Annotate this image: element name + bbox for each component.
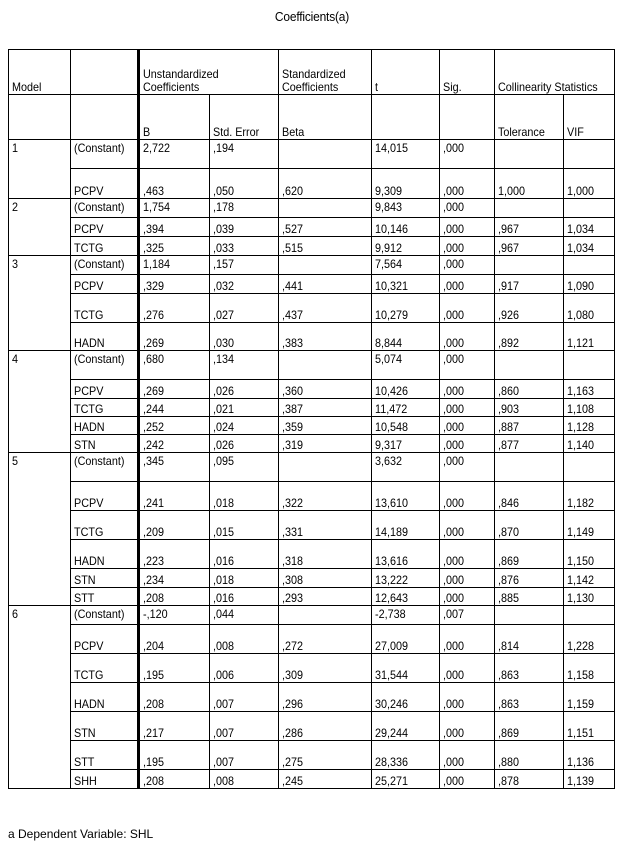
footnote: a Dependent Variable: SHL — [8, 827, 154, 841]
cell-tol: ,903 — [495, 399, 564, 417]
header-tolerance: Tolerance — [495, 95, 564, 140]
cell-b: ,394 — [139, 218, 210, 237]
variable-name: PCPV — [71, 218, 139, 237]
cell-se: ,008 — [210, 770, 279, 789]
cell-t: 10,426 — [372, 380, 440, 399]
cell-beta: ,308 — [279, 569, 372, 588]
cell-b: ,269 — [139, 323, 210, 351]
cell-tol: ,887 — [495, 417, 564, 435]
cell-b: ,329 — [139, 275, 210, 294]
cell-t: 13,616 — [372, 540, 440, 569]
variable-name: SHH — [71, 770, 139, 789]
cell-b: ,195 — [139, 741, 210, 770]
cell-t: 10,146 — [372, 218, 440, 237]
cell-b: ,208 — [139, 683, 210, 712]
cell-tol: ,880 — [495, 741, 564, 770]
cell-vif: 1,139 — [564, 770, 615, 789]
cell-vif: 1,150 — [564, 540, 615, 569]
cell-beta — [279, 199, 372, 218]
table-row — [9, 569, 615, 588]
table-row — [9, 482, 615, 511]
table-row — [9, 218, 615, 237]
variable-name: STT — [71, 741, 139, 770]
cell-b: -,120 — [139, 606, 210, 625]
cell-b: ,269 — [139, 380, 210, 399]
cell-t: 25,271 — [372, 770, 440, 789]
cell-tol: ,878 — [495, 770, 564, 789]
table-row — [9, 683, 615, 712]
cell-beta: ,319 — [279, 435, 372, 453]
cell-sig: ,000 — [440, 417, 495, 435]
cell-b: ,208 — [139, 770, 210, 789]
cell-sig: ,000 — [440, 511, 495, 540]
cell-t: 9,843 — [372, 199, 440, 218]
cell-b: ,241 — [139, 482, 210, 511]
table-row — [9, 417, 615, 435]
header-row-2 — [9, 95, 615, 140]
cell-t: 10,548 — [372, 417, 440, 435]
cell-vif: 1,142 — [564, 569, 615, 588]
cell-vif: 1,000 — [564, 169, 615, 199]
variable-name: (Constant) — [71, 606, 139, 625]
variable-name: HADN — [71, 417, 139, 435]
variable-name: (Constant) — [71, 351, 139, 380]
header-empty — [372, 95, 440, 140]
variable-name: (Constant) — [71, 140, 139, 169]
cell-b: 2,722 — [139, 140, 210, 169]
cell-sig: ,000 — [440, 770, 495, 789]
cell-t: 9,317 — [372, 435, 440, 453]
table-row — [9, 256, 615, 275]
cell-tol: ,877 — [495, 435, 564, 453]
cell-b: ,345 — [139, 453, 210, 482]
cell-beta — [279, 606, 372, 625]
cell-beta — [279, 256, 372, 275]
cell-b: ,244 — [139, 399, 210, 417]
cell-se: ,095 — [210, 453, 279, 482]
cell-beta: ,322 — [279, 482, 372, 511]
cell-tol — [495, 140, 564, 169]
header-t: t — [372, 50, 440, 95]
header-empty — [71, 95, 139, 140]
table-row — [9, 435, 615, 453]
cell-sig: ,000 — [440, 237, 495, 256]
cell-se: ,032 — [210, 275, 279, 294]
cell-se: ,018 — [210, 569, 279, 588]
variable-name: STN — [71, 569, 139, 588]
cell-t: 9,309 — [372, 169, 440, 199]
cell-t: 12,643 — [372, 588, 440, 606]
cell-t: 30,246 — [372, 683, 440, 712]
cell-b: ,204 — [139, 625, 210, 654]
variable-name: PCPV — [71, 275, 139, 294]
cell-sig: ,000 — [440, 351, 495, 380]
cell-sig: ,000 — [440, 712, 495, 741]
coefficients-table — [8, 49, 615, 789]
cell-beta: ,383 — [279, 323, 372, 351]
cell-se: ,007 — [210, 712, 279, 741]
cell-vif: 1,034 — [564, 218, 615, 237]
cell-b: ,217 — [139, 712, 210, 741]
cell-se: ,021 — [210, 399, 279, 417]
cell-tol: ,926 — [495, 294, 564, 323]
cell-t: 10,279 — [372, 294, 440, 323]
cell-beta — [279, 453, 372, 482]
cell-tol: ,967 — [495, 218, 564, 237]
cell-se: ,033 — [210, 237, 279, 256]
cell-sig: ,000 — [440, 294, 495, 323]
cell-beta: ,441 — [279, 275, 372, 294]
variable-name: HADN — [71, 323, 139, 351]
cell-b: ,208 — [139, 588, 210, 606]
cell-tol: 1,000 — [495, 169, 564, 199]
header-beta: Beta — [279, 95, 372, 140]
cell-tol: ,869 — [495, 712, 564, 741]
variable-name: HADN — [71, 540, 139, 569]
variable-name: PCPV — [71, 625, 139, 654]
cell-b: ,242 — [139, 435, 210, 453]
cell-t: 31,544 — [372, 654, 440, 683]
cell-se: ,016 — [210, 588, 279, 606]
header-b: B — [139, 95, 210, 140]
variable-name: PCPV — [71, 482, 139, 511]
cell-tol — [495, 453, 564, 482]
cell-beta: ,272 — [279, 625, 372, 654]
cell-vif: 1,140 — [564, 435, 615, 453]
variable-name: HADN — [71, 683, 139, 712]
cell-t: -2,738 — [372, 606, 440, 625]
cell-t: 9,912 — [372, 237, 440, 256]
cell-t: 14,015 — [372, 140, 440, 169]
cell-t: 14,189 — [372, 511, 440, 540]
cell-vif: 1,108 — [564, 399, 615, 417]
variable-name: (Constant) — [71, 453, 139, 482]
cell-se: ,006 — [210, 654, 279, 683]
cell-beta — [279, 140, 372, 169]
cell-vif: 1,228 — [564, 625, 615, 654]
cell-se: ,050 — [210, 169, 279, 199]
cell-sig: ,000 — [440, 588, 495, 606]
model-number: 3 — [9, 256, 71, 351]
variable-name: TCTG — [71, 399, 139, 417]
variable-name: PCPV — [71, 380, 139, 399]
cell-tol — [495, 606, 564, 625]
cell-se: ,044 — [210, 606, 279, 625]
cell-se: ,157 — [210, 256, 279, 275]
cell-b: ,252 — [139, 417, 210, 435]
table-row — [9, 237, 615, 256]
cell-b: ,209 — [139, 511, 210, 540]
cell-tol — [495, 199, 564, 218]
cell-tol: ,870 — [495, 511, 564, 540]
cell-tol: ,917 — [495, 275, 564, 294]
cell-t: 8,844 — [372, 323, 440, 351]
cell-vif: 1,034 — [564, 237, 615, 256]
model-number: 6 — [9, 606, 71, 789]
cell-beta: ,293 — [279, 588, 372, 606]
table-row — [9, 351, 615, 380]
cell-vif: 1,090 — [564, 275, 615, 294]
cell-se: ,008 — [210, 625, 279, 654]
cell-t: 28,336 — [372, 741, 440, 770]
table-row — [9, 511, 615, 540]
header-empty — [9, 95, 71, 140]
header-empty — [440, 95, 495, 140]
cell-tol: ,814 — [495, 625, 564, 654]
cell-se: ,024 — [210, 417, 279, 435]
model-number: 1 — [9, 140, 71, 199]
cell-sig: ,000 — [440, 654, 495, 683]
cell-se: ,134 — [210, 351, 279, 380]
cell-vif — [564, 199, 615, 218]
variable-name: TCTG — [71, 654, 139, 683]
table-row — [9, 453, 615, 482]
cell-beta: ,309 — [279, 654, 372, 683]
table-row — [9, 588, 615, 606]
cell-se: ,026 — [210, 380, 279, 399]
cell-sig: ,000 — [440, 482, 495, 511]
cell-vif — [564, 606, 615, 625]
cell-b: 1,184 — [139, 256, 210, 275]
cell-tol: ,863 — [495, 683, 564, 712]
cell-tol: ,892 — [495, 323, 564, 351]
table-title: Coefficients(a) — [274, 9, 350, 24]
table-row — [9, 654, 615, 683]
cell-tol: ,876 — [495, 569, 564, 588]
cell-t: 7,564 — [372, 256, 440, 275]
cell-t: 29,244 — [372, 712, 440, 741]
cell-t: 11,472 — [372, 399, 440, 417]
cell-se: ,027 — [210, 294, 279, 323]
cell-b: ,680 — [139, 351, 210, 380]
table-row — [9, 323, 615, 351]
cell-vif: 1,159 — [564, 683, 615, 712]
cell-t: 3,632 — [372, 453, 440, 482]
cell-beta: ,296 — [279, 683, 372, 712]
table-row — [9, 741, 615, 770]
cell-se: ,030 — [210, 323, 279, 351]
variable-name: TCTG — [71, 237, 139, 256]
cell-sig: ,000 — [440, 569, 495, 588]
cell-sig: ,000 — [440, 275, 495, 294]
table-row — [9, 275, 615, 294]
variable-name: TCTG — [71, 511, 139, 540]
cell-t: 5,074 — [372, 351, 440, 380]
header-unstandardized: Unstandardized Coefficients — [139, 50, 279, 95]
cell-tol: ,967 — [495, 237, 564, 256]
cell-beta: ,515 — [279, 237, 372, 256]
variable-name: (Constant) — [71, 199, 139, 218]
cell-tol: ,860 — [495, 380, 564, 399]
model-number: 5 — [9, 453, 71, 606]
cell-sig: ,000 — [440, 199, 495, 218]
cell-vif: 1,163 — [564, 380, 615, 399]
cell-sig: ,000 — [440, 218, 495, 237]
cell-b: ,195 — [139, 654, 210, 683]
cell-tol: ,863 — [495, 654, 564, 683]
cell-tol — [495, 256, 564, 275]
variable-name: STN — [71, 712, 139, 741]
cell-beta: ,359 — [279, 417, 372, 435]
header-standardized: Standardized Coefficients — [279, 50, 372, 95]
cell-se: ,007 — [210, 683, 279, 712]
cell-b: ,325 — [139, 237, 210, 256]
cell-se: ,194 — [210, 140, 279, 169]
cell-b: ,276 — [139, 294, 210, 323]
cell-sig: ,000 — [440, 380, 495, 399]
cell-se: ,026 — [210, 435, 279, 453]
cell-vif: 1,128 — [564, 417, 615, 435]
cell-vif: 1,080 — [564, 294, 615, 323]
cell-sig: ,000 — [440, 399, 495, 417]
header-vif: VIF — [564, 95, 615, 140]
cell-t: 13,610 — [372, 482, 440, 511]
table-row — [9, 199, 615, 218]
cell-sig: ,000 — [440, 323, 495, 351]
header-sig: Sig. — [440, 50, 495, 95]
cell-vif: 1,158 — [564, 654, 615, 683]
model-number: 4 — [9, 351, 71, 453]
table-row — [9, 770, 615, 789]
cell-vif: 1,182 — [564, 482, 615, 511]
cell-se: ,007 — [210, 741, 279, 770]
cell-t: 27,009 — [372, 625, 440, 654]
cell-sig: ,000 — [440, 140, 495, 169]
cell-sig: ,000 — [440, 540, 495, 569]
cell-tol: ,846 — [495, 482, 564, 511]
cell-beta: ,318 — [279, 540, 372, 569]
cell-vif — [564, 140, 615, 169]
cell-sig: ,000 — [440, 435, 495, 453]
table-row — [9, 712, 615, 741]
cell-tol: ,869 — [495, 540, 564, 569]
table-row — [9, 606, 615, 625]
cell-vif — [564, 351, 615, 380]
cell-sig: ,000 — [440, 169, 495, 199]
cell-se: ,178 — [210, 199, 279, 218]
cell-sig: ,000 — [440, 741, 495, 770]
model-number: 2 — [9, 199, 71, 256]
cell-se: ,039 — [210, 218, 279, 237]
cell-sig: ,000 — [440, 256, 495, 275]
cell-beta: ,437 — [279, 294, 372, 323]
cell-beta — [279, 351, 372, 380]
cell-sig: ,000 — [440, 453, 495, 482]
cell-vif: 1,149 — [564, 511, 615, 540]
cell-b: ,234 — [139, 569, 210, 588]
cell-se: ,018 — [210, 482, 279, 511]
cell-sig: ,007 — [440, 606, 495, 625]
header-blank — [71, 50, 139, 95]
cell-se: ,016 — [210, 540, 279, 569]
cell-vif: 1,130 — [564, 588, 615, 606]
cell-vif — [564, 453, 615, 482]
header-std-error: Std. Error — [210, 95, 279, 140]
variable-name: STN — [71, 435, 139, 453]
cell-vif: 1,136 — [564, 741, 615, 770]
cell-vif — [564, 256, 615, 275]
table-row — [9, 294, 615, 323]
cell-vif: 1,121 — [564, 323, 615, 351]
table-row — [9, 625, 615, 654]
variable-name: STT — [71, 588, 139, 606]
variable-name: TCTG — [71, 294, 139, 323]
cell-tol — [495, 351, 564, 380]
table-row — [9, 540, 615, 569]
table-row — [9, 140, 615, 169]
cell-beta: ,527 — [279, 218, 372, 237]
cell-beta: ,331 — [279, 511, 372, 540]
cell-tol: ,885 — [495, 588, 564, 606]
variable-name: PCPV — [71, 169, 139, 199]
variable-name: (Constant) — [71, 256, 139, 275]
header-row-1 — [9, 50, 615, 95]
cell-beta: ,387 — [279, 399, 372, 417]
cell-vif: 1,151 — [564, 712, 615, 741]
cell-t: 13,222 — [372, 569, 440, 588]
table-row — [9, 399, 615, 417]
cell-sig: ,000 — [440, 625, 495, 654]
table-row — [9, 380, 615, 399]
table-row — [9, 169, 615, 199]
cell-t: 10,321 — [372, 275, 440, 294]
cell-b: ,223 — [139, 540, 210, 569]
header-collinearity: Collinearity Statistics — [495, 50, 615, 95]
cell-beta: ,275 — [279, 741, 372, 770]
cell-beta: ,620 — [279, 169, 372, 199]
cell-b: ,463 — [139, 169, 210, 199]
cell-se: ,015 — [210, 511, 279, 540]
cell-beta: ,245 — [279, 770, 372, 789]
cell-b: 1,754 — [139, 199, 210, 218]
cell-beta: ,360 — [279, 380, 372, 399]
cell-sig: ,000 — [440, 683, 495, 712]
cell-beta: ,286 — [279, 712, 372, 741]
header-model: Model — [9, 50, 71, 95]
